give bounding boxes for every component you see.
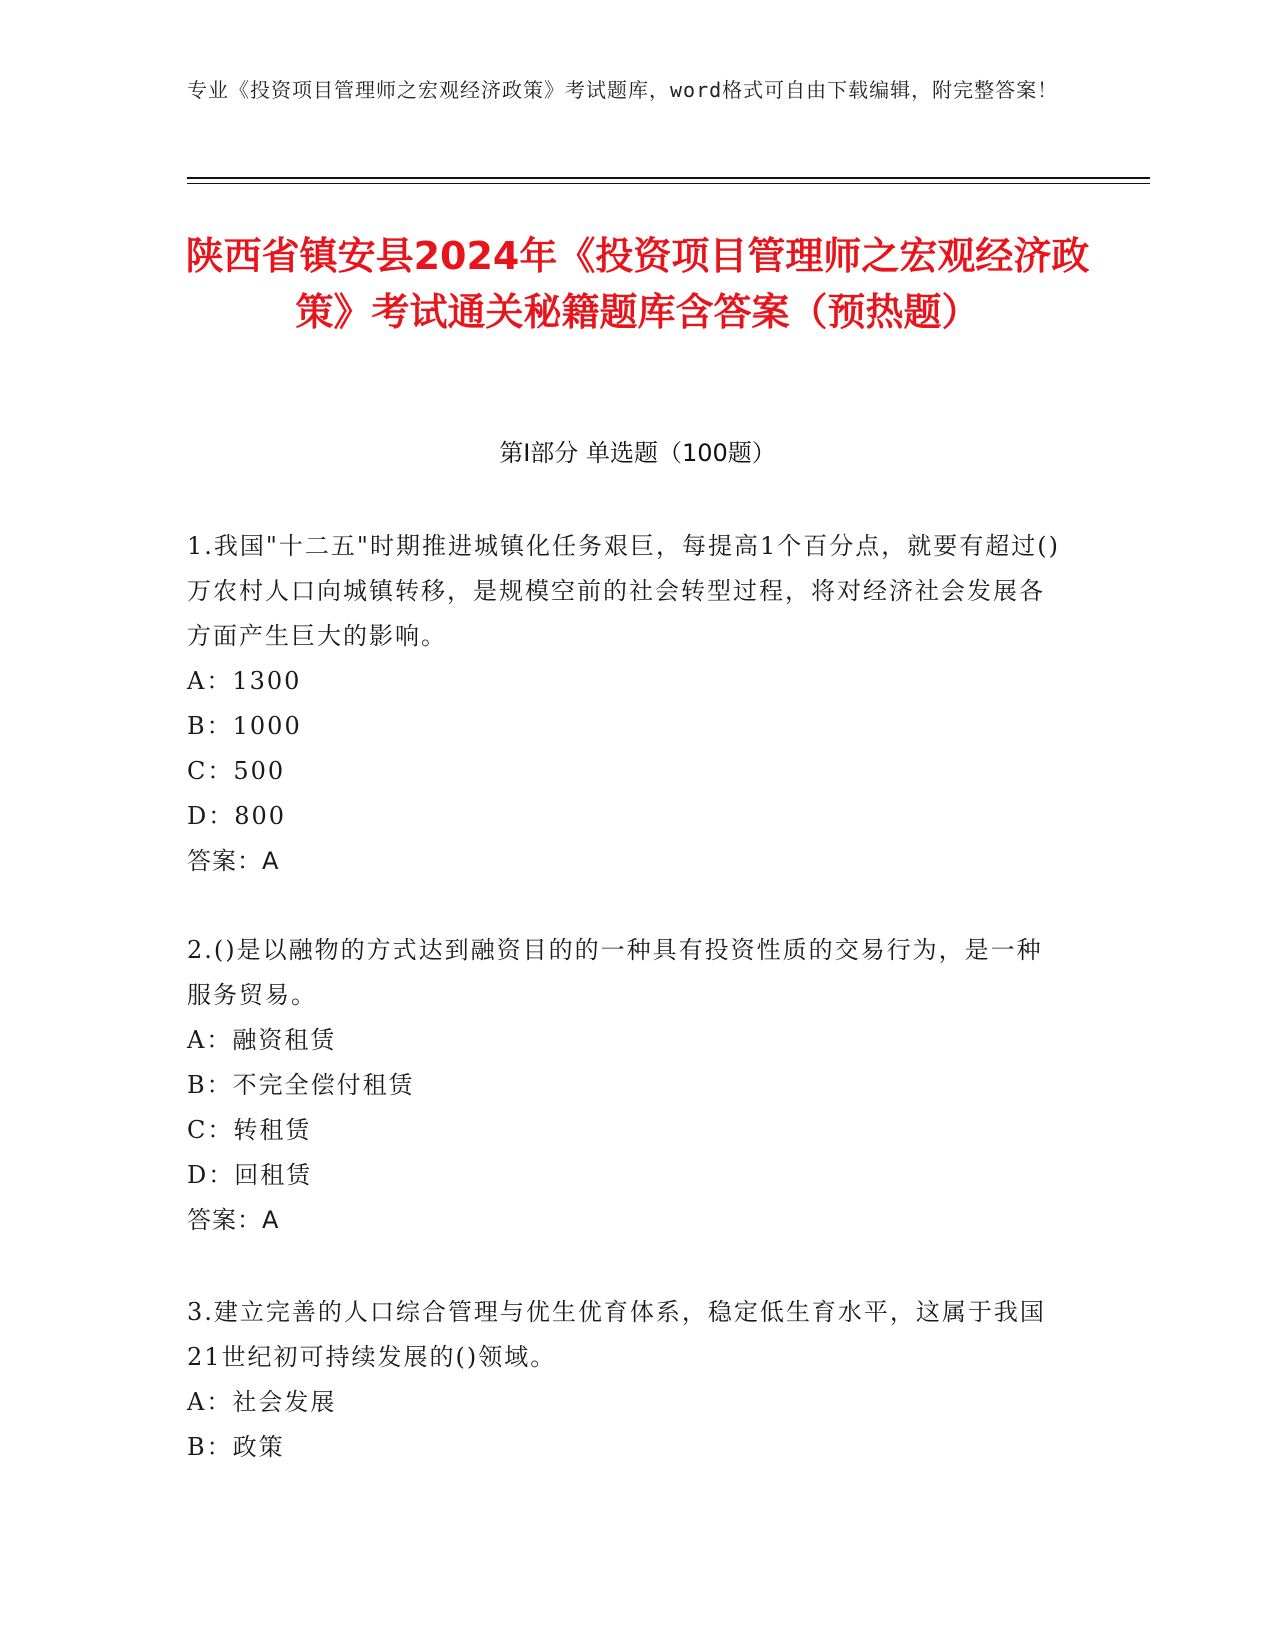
question-stem: 3.建立完善的人口综合管理与优生优育体系，稳定低生育水平，这属于我国21世纪初可持续发展的()领域。 — [187, 1298, 1046, 1371]
answer-line: 答案：A — [187, 1206, 280, 1234]
question-stem: 2.()是以融物的方式达到融资目的的一种具有投资性质的交易行为，是一种服务贸易。 — [187, 936, 1043, 1009]
question-stem: 1.我国"十二五"时期推进城镇化任务艰巨，每提高1个百分点，就要有超过()万农村人口向城镇转移，是规模空前的社会转型过程，将对经济社会发展各方面产生巨大的影响。 — [187, 532, 1060, 650]
option-a: A：融资租赁 — [187, 1026, 337, 1054]
answer-line: 答案：A — [187, 847, 280, 875]
option-d: D：回租赁 — [187, 1161, 313, 1189]
section-title: 第Ⅰ部分 单选题（100题） — [499, 439, 776, 467]
option-c: C：转租赁 — [187, 1116, 312, 1144]
header-note: 专业《投资项目管理师之宏观经济政策》考试题库，word格式可自由下载编辑，附完整答案！ — [187, 78, 1059, 102]
option-c: C：500 — [187, 757, 286, 785]
option-a: A：社会发展 — [187, 1388, 337, 1416]
question-3 — [187, 1290, 1067, 1470]
option-b: B：不完全偿付租赁 — [187, 1071, 415, 1099]
question-1 — [187, 524, 1067, 884]
option-d: D：800 — [187, 802, 287, 830]
option-a: A：1300 — [187, 667, 302, 695]
header-divider-thin — [187, 183, 1150, 184]
option-b: B：1000 — [187, 712, 302, 740]
option-b: B：政策 — [187, 1433, 285, 1461]
question-2 — [187, 928, 1067, 1243]
header-divider-thick — [187, 177, 1150, 179]
document-title: 陕西省镇安县2024年《投资项目管理师之宏观经济政策》考试通关秘籍题库含答案（预热题） — [185, 234, 1090, 334]
